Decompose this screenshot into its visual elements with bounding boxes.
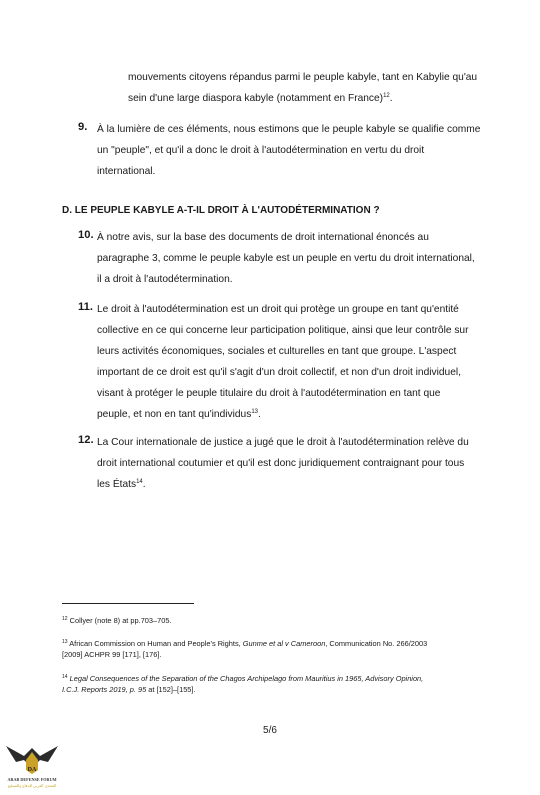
paragraph-9-line-2: un "peuple", et qu'il a donc le droit à l'autodétermination en vertu du droit [97, 145, 425, 156]
footnote-ref-13[interactable]: 13 [251, 409, 258, 415]
footnote-14-report: I.C.J. Reports 2019, p. 95 [62, 685, 147, 694]
footnote-12 [62, 615, 482, 626]
footnote-14 [62, 673, 482, 695]
footnote-13-text-pre: African Commission on Human and People's Rights, [69, 639, 243, 648]
paragraph-12-period: . [142, 479, 146, 490]
footnote-ref-14[interactable]: 14 [136, 479, 143, 485]
section-heading: D. LE PEUPLE KABYLE A-T-IL DROIT À L'AUTODÉTERMINATION ? [62, 205, 380, 216]
paragraph-10 [97, 227, 475, 290]
paragraph-10-line-3: il a droit à l'autodétermination. [97, 274, 233, 285]
paragraph-10-line-1: À notre avis, sur la base des documents de droit international énoncés au [97, 232, 429, 243]
footnote-13-case-name: Gunme et al v Cameroon [242, 639, 326, 648]
logo-text-en: ARAB DEFENSE FORUM [7, 777, 57, 782]
footnote-separator [62, 603, 194, 604]
paragraph-12 [97, 432, 469, 495]
footnote-marker-12: 12 [62, 616, 68, 622]
footnote-14-title: Legal Consequences of the Separation of the Chagos Archipelago from Mauritius in 1965, Advisory Opinion, [69, 674, 424, 683]
paragraph-12-line-3: les États [97, 479, 137, 490]
watermark-logo [2, 738, 62, 790]
continuation-period: . [389, 93, 393, 104]
continuation-line-1: mouvements citoyens répandus parmi le peuple kabyle, tant en Kabylie qu'au [128, 72, 478, 83]
logo-initials: DA [27, 767, 37, 773]
paragraph-11-line-2: collective en ce qui concerne leur participation politique, ainsi que leur contrôle sur [97, 325, 469, 336]
footnote-12-text: Collyer (note 8) at pp.703–705. [69, 616, 172, 625]
footnote-marker-14: 14 [62, 674, 68, 680]
eagle-emblem-icon [2, 738, 62, 790]
footnote-13 [62, 638, 482, 660]
paragraph-11-line-5: visant à protéger le peuple titulaire du droit à l'autodétermination en tant que [97, 388, 441, 399]
paragraph-11-period: . [258, 409, 261, 420]
paragraph-number-10: 10. [78, 229, 94, 241]
paragraph-9-line-3: international. [97, 166, 156, 177]
paragraph-12-line-1: La Cour internationale de justice a jugé que le droit à l'autodétermination relève du [97, 437, 469, 448]
paragraph-11-line-3: leurs activités économiques, sociales et culturelles en tant que groupe. L'aspect [97, 346, 457, 357]
footnote-ref-12[interactable]: 12 [383, 93, 390, 99]
paragraph-9-line-1: À la lumière de ces éléments, nous estimons que le peuple kabyle se qualifie comme [97, 124, 481, 135]
paragraph-10-line-2: paragraphe 3, comme le peuple kabyle est un peuple en vertu du droit international, [97, 253, 475, 264]
continuation-line-2: sein d'une large diaspora kabyle (notamment en France) [128, 93, 384, 104]
logo-text-ar: المنتدى العربي للدفاع والتسليح [7, 783, 57, 788]
continuation-paragraph [128, 67, 477, 109]
footnote-14-pinpoint: at [152]–[155]. [146, 685, 196, 694]
paragraph-11 [97, 299, 469, 425]
footnote-13-line-2: [2009] ACHPR 99 [171], [176]. [62, 650, 162, 659]
footnote-13-text-post: , Communication No. 266/2003 [325, 639, 428, 648]
paragraph-11-line-6: peuple, et non en tant qu'individus [97, 409, 252, 420]
page-number: 5/6 [263, 725, 277, 736]
paragraph-9 [97, 119, 480, 182]
paragraph-number-12: 12. [78, 434, 94, 446]
paragraph-11-line-4: important de ce droit est qu'il s'agit d'un droit collectif, et non d'un droit individuel, [97, 367, 461, 378]
paragraph-12-line-2: droit international coutumier et qu'il est donc juridiquement contraignant pour tous [97, 458, 465, 469]
footnote-marker-13: 13 [62, 639, 68, 645]
paragraph-number-9: 9. [78, 121, 88, 133]
paragraph-11-line-1: Le droit à l'autodétermination est un droit qui protège un groupe en tant qu'entité [97, 304, 459, 315]
paragraph-number-11: 11. [78, 301, 93, 313]
